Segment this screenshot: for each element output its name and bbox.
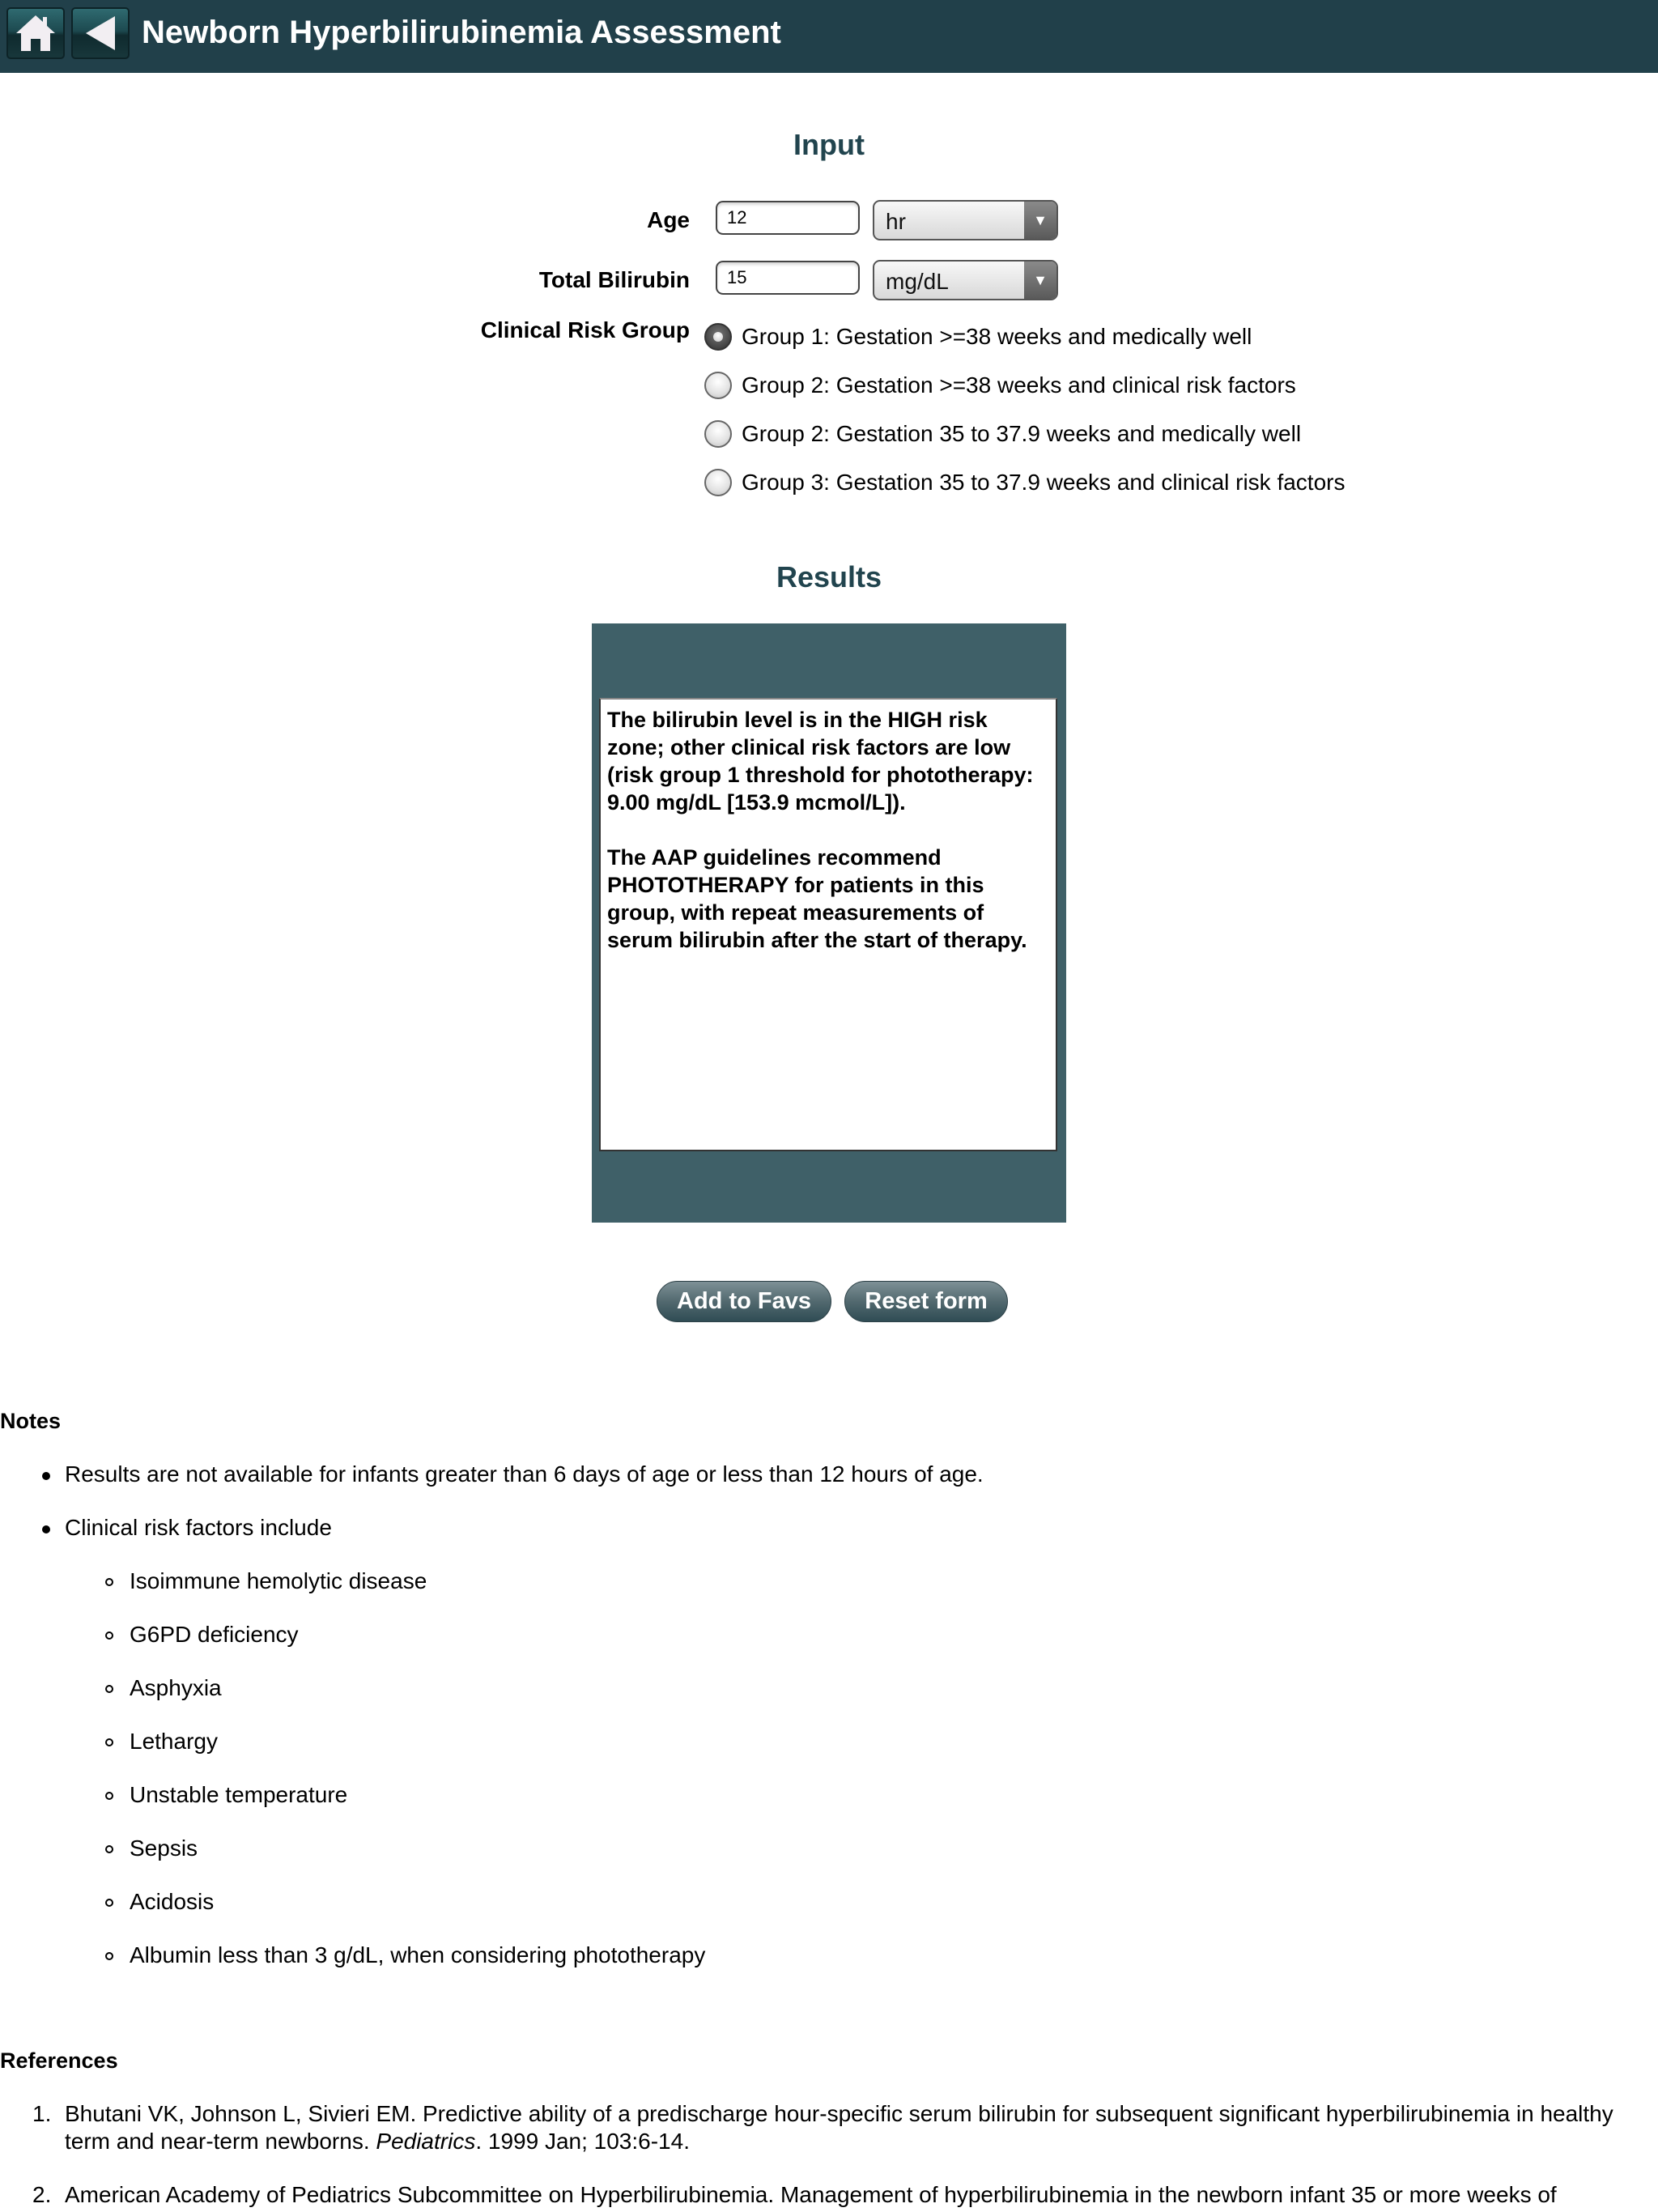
chevron-down-icon: ▼ (1024, 262, 1056, 299)
circle-bullet-icon (105, 1845, 113, 1853)
circle-bullet-icon (105, 1792, 113, 1800)
age-unit-value: hr (886, 209, 906, 234)
risk-factor-item: Unstable temperature (130, 1782, 347, 1808)
results-text-area (599, 698, 1057, 1151)
result-risk-zone-text: The bilirubin level is in the HIGH risk zone; other clinical risk factors are low (risk group 1 threshold for phototherapy: 9.00 mg/dL [153.9 mcmol/L]). (607, 708, 1034, 815)
radio-button-checked[interactable] (704, 323, 732, 351)
page-title: Newborn Hyperbilirubinemia Assessment (142, 15, 781, 50)
reference-item: 2. American Academy of Pediatrics Subcommittee on Hyperbilirubinemia. Management of hyperbilirubinemia in the newborn infant 35 or more weeks of (32, 2182, 1557, 2207)
circle-bullet-icon (105, 1738, 113, 1746)
risk-group-option-2[interactable]: Group 2: Gestation >=38 weeks and clinical risk factors (704, 369, 1296, 402)
radio-button[interactable] (704, 372, 732, 399)
circle-bullet-icon (105, 1578, 113, 1586)
input-section-title: Input (793, 128, 865, 161)
home-icon (15, 13, 57, 53)
circle-bullet-icon (105, 1952, 113, 1960)
circle-bullet-icon (105, 1899, 113, 1907)
risk-group-option-4[interactable]: Group 3: Gestation 35 to 37.9 weeks and clinical risk factors (704, 466, 1346, 499)
reference-item: 1. Bhutani VK, Johnson L, Sivieri EM. Predictive ability of a predischarge hour-specific serum bilirubin for subsequent significant hyperbilirubinemia in healthy term and near-term newborns. Pediatrics. 1999 Jan; 103:6-14. (32, 2101, 1613, 2154)
risk-factor-item: G6PD deficiency (130, 1622, 299, 1648)
risk-factor-item: Acidosis (130, 1889, 214, 1915)
notes-heading: Notes (0, 1409, 62, 1433)
bilirubin-input[interactable] (716, 261, 860, 295)
results-panel (592, 623, 1066, 1223)
circle-bullet-icon (105, 1685, 113, 1693)
results-section-title: Results (776, 560, 882, 593)
bilirubin-unit-select[interactable] (873, 260, 1058, 300)
back-arrow-icon (81, 13, 120, 53)
note-item: Results are not available for infants greater than 6 days of age or less than 12 hours of age. (65, 1461, 984, 1487)
home-button[interactable] (6, 7, 65, 59)
reset-form-button[interactable]: Reset form (844, 1281, 1008, 1322)
add-to-favs-button[interactable]: Add to Favs (657, 1281, 831, 1322)
risk-group-option-3[interactable]: Group 2: Gestation 35 to 37.9 weeks and medically well (704, 418, 1301, 450)
risk-factor-item: Isoimmune hemolytic disease (130, 1568, 427, 1594)
age-input[interactable] (716, 201, 860, 235)
chevron-down-icon: ▼ (1024, 202, 1056, 239)
risk-factor-item: Lethargy (130, 1729, 218, 1755)
note-item: Clinical risk factors include (65, 1515, 332, 1541)
bullet-icon (42, 1525, 50, 1534)
result-recommendation-text: The AAP guidelines recommend PHOTOTHERAPY for patients in this group, with repeat measurements of serum bilirubin after the start of therapy. (607, 845, 1027, 952)
age-unit-select[interactable] (873, 200, 1058, 240)
risk-group-option-1[interactable]: Group 1: Gestation >=38 weeks and medically well (704, 321, 1252, 353)
back-button[interactable] (71, 7, 130, 59)
radio-button[interactable] (704, 420, 732, 448)
risk-factor-item: Asphyxia (130, 1675, 222, 1701)
bilirubin-unit-value: mg/dL (886, 269, 949, 294)
bilirubin-label: Total Bilirubin (538, 267, 690, 292)
radio-button[interactable] (704, 469, 732, 496)
risk-factor-item: Sepsis (130, 1836, 198, 1861)
risk-group-label: Clinical Risk Group (480, 317, 690, 342)
risk-factor-item: Albumin less than 3 g/dL, when considering phototherapy (130, 1942, 705, 1968)
age-label: Age (647, 207, 690, 232)
circle-bullet-icon (105, 1631, 113, 1640)
bullet-icon (42, 1472, 50, 1480)
references-heading: References (0, 2048, 118, 2073)
app-header (0, 0, 1658, 73)
